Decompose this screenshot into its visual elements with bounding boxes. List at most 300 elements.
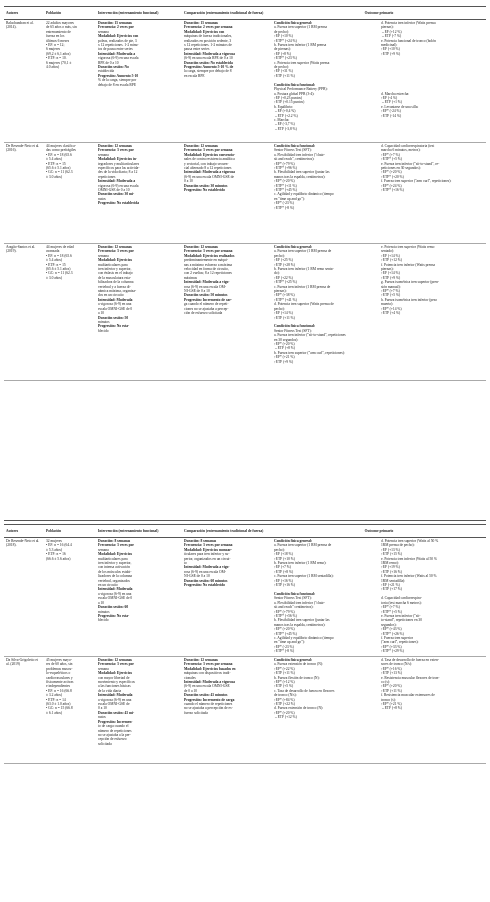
cell-line: sit and reach", centímetros): <box>274 157 315 162</box>
cell-line: Intensidad: Moderada a vigorosa <box>184 170 235 175</box>
cell-line: ↑ETF* (-8 %) <box>274 649 295 654</box>
cell-autores: Da Silva-Grigoletto et al. (2019) <box>6 658 38 667</box>
cell-line: problemas muscu- <box>46 666 73 671</box>
cell-line: b. Equilibrio: <box>274 104 294 109</box>
cell-line: námica máxima, organiza- <box>98 289 137 294</box>
cell-line: ↑EF (+16 %) <box>274 578 293 583</box>
cell-line: 32 mujeres <box>46 539 62 543</box>
cell-line: Duración: 15 semanas <box>184 21 218 25</box>
cell-line: ± 3.0 años) <box>46 174 63 179</box>
cell-line: d. Potencia tren superior (Watts al 50 % <box>381 539 439 543</box>
cell-line: ↑EF* (+7 %) <box>381 289 400 294</box>
cell-intervencion <box>96 657 182 763</box>
cell-line: ↑ETF (+9 %) <box>274 359 294 364</box>
cell-line: Progresión: No establecido <box>184 188 225 193</box>
cell-comparacion <box>182 538 272 656</box>
cell-line: Duración: 12 semanas <box>98 144 132 148</box>
cell-autores: Balachandran et al. (2014). <box>6 21 34 30</box>
cell-line: pecho): <box>274 547 285 552</box>
header-poblacion: Población <box>46 528 62 533</box>
cell-line: ciones no se ajustaba a percep- <box>184 306 229 311</box>
cell-line: de la vida diaria <box>98 688 122 693</box>
cell-line: ↑ETF* (+23 %) <box>274 56 297 61</box>
cell-comparacion <box>182 657 272 763</box>
cell-line: muerto): <box>381 302 394 307</box>
cell-line: • ETF: n = 15 <box>46 262 66 267</box>
cell-line: a. Fuerza tren superior (1 RM prensa de <box>274 543 332 548</box>
cell-line: b. Fuerza tren inferior (1 RM remo senta- <box>274 267 334 272</box>
cell-line: Frecuencia: 3 veces por <box>98 249 134 254</box>
cell-line: tren inferior y superior, <box>98 267 132 272</box>
cell-line: ↑ETF* (+5 %) <box>381 157 402 162</box>
cell-line: OMNI-GSE de 0 a 10 <box>98 188 130 193</box>
cell-line: ↑EF* (+84 %) <box>274 697 295 702</box>
cell-intervencion <box>96 20 182 142</box>
table-divider <box>4 520 486 521</box>
cell-line: ↑ETF (+28 %) <box>274 262 295 267</box>
cell-line: ± 6.1 años) <box>46 710 63 715</box>
cell-line: blecido <box>98 618 109 623</box>
cell-line: ↑EF (+14 %) <box>381 271 400 276</box>
cell-line: b. Fuerza tren inferior (1 RM prensa <box>274 43 327 48</box>
cell-line: c. Fuerza tren inferior (1 RM prensa de <box>274 284 331 289</box>
cell-line: últimos 6 meses <box>46 38 70 43</box>
cell-line: a. Flexibilidad tren inferior ("chair- <box>274 600 325 605</box>
cell-line: Frecuencia: 3 veces por semana <box>184 148 233 153</box>
cell-line: 22 adultos mayores <box>46 21 74 25</box>
cell-line: 0 a 10 <box>184 179 193 184</box>
cell-line: ↑EF (-4 %) <box>381 95 398 100</box>
cell-line: • EF: n = 16 (64.4 <box>46 543 72 548</box>
table-row <box>4 20 486 143</box>
cell-outcome-1 <box>272 20 379 142</box>
header-autores: Autores <box>6 10 19 15</box>
cell-line: lizadores de la columna <box>98 574 133 579</box>
cell-line: do): <box>274 271 280 276</box>
cell-line: peticiones en 30 segundos): <box>381 166 421 171</box>
cell-line: ↑EF* (+33 %) <box>381 644 402 649</box>
cell-line: ↑EF* (+7 %) <box>381 605 400 610</box>
cell-line: • GC: n = 11 (62.3 <box>46 271 73 276</box>
cell-line: ↑ETF* (+41 %) <box>274 297 297 302</box>
cell-autores: Aragão-Santos et al. (2019). <box>6 245 36 254</box>
cell-line: (6-9) en una escala RPE de 0 a 10 <box>184 56 233 61</box>
cell-line: NI-GSE de 0 a 10 <box>184 574 210 579</box>
cell-line: b. Flexibilidad tren superior (juntar las <box>274 170 330 175</box>
cell-line: to <box>184 561 187 566</box>
cell-line: Condición física general: <box>274 21 313 25</box>
cell-line: nutos <box>98 196 106 201</box>
cell-line: ción de esfuerzo solicitada <box>184 311 223 316</box>
cell-line: Modalidad: Ejercicios convencio- <box>184 152 236 157</box>
cell-line: Frecuencia: 3 veces por semana <box>184 249 233 254</box>
cell-line: Modalidad: Ejercicios <box>98 258 132 263</box>
header-outcome: Outcome primario <box>364 528 394 533</box>
cell-line: • EF: n = 16 (66.8 <box>46 688 72 693</box>
cell-line: a vigorosa (6-9) en una <box>98 591 132 596</box>
cell-line: Modalidad: Ejercicios realizados <box>184 253 235 258</box>
cell-line: manos tras la espalda, centímetros): <box>274 174 326 179</box>
header-intervencion: Intervención (entrenamiento funcional) <box>98 10 159 15</box>
cell-line: no se ajustaba a percepción de es- <box>184 706 233 711</box>
cell-line: ↑ETF (+22 %) <box>274 702 295 707</box>
cell-line: Modalidad: Ejercicios in- <box>98 157 138 162</box>
cell-line: b. Fuerza flexión de tronco (N): <box>274 675 320 680</box>
cell-line: 1RM sentadilla): <box>381 578 406 583</box>
cell-line: a 10 <box>98 311 105 316</box>
cell-line: ↑ETF (+11 %) <box>274 73 295 78</box>
cell-line: ↑EF* (+14 %) <box>381 306 402 311</box>
cell-outcome-2 <box>379 244 486 380</box>
cell-line: ↑ETF (+13 %) <box>381 671 402 676</box>
cell-line: e. Fuerza tren inferior ("sit-to-stand", re- <box>381 161 440 166</box>
cell-line: bilizadora de la columna <box>98 280 134 285</box>
cell-line: ↑EF (+19 %) <box>381 565 400 570</box>
cell-line: 0 a 10 <box>98 706 107 711</box>
cell-line: ↔EF (+0,4 %) <box>274 109 296 114</box>
cell-line: x 12 repeticiones. 1-2 minutos de <box>184 43 232 48</box>
cell-line: manos tras la espalda, centímetros): <box>274 622 326 627</box>
cell-line: nas a máximo esfuerzo a máxima <box>184 262 232 267</box>
cell-line: ↑EF (+14 %) <box>381 253 400 258</box>
cell-line: a vigorosa (6-9) en una <box>98 697 132 702</box>
cell-line: de pecho): <box>274 65 290 70</box>
cell-line: Condición física funcional: <box>274 82 316 87</box>
cell-line: Frecuencia: 3 veces por semana <box>184 662 233 667</box>
cell-line: repeticiones <box>98 174 116 179</box>
cell-line: ↑EF (+10 %) <box>381 47 400 52</box>
cell-line: e. Fuerza tren inferior ("sit- <box>381 613 421 618</box>
cell-line: ↑EF* (+21 %) <box>274 355 295 360</box>
cell-line: • EF: n = 12; <box>46 43 65 48</box>
header-autores: Autores <box>6 528 19 533</box>
cell-poblacion <box>44 20 96 142</box>
cell-line: avanzada <box>46 249 60 254</box>
cell-line: ↑EF* (+20 %) <box>274 179 295 184</box>
cell-line: vertebral y a fuerza di- <box>98 284 131 289</box>
cell-line: ↑EF* (+79 %) <box>274 161 295 166</box>
cell-line: ↑EF (+22 %) <box>274 275 293 280</box>
cell-line: ↔ETF (-3,8 %) <box>274 126 297 131</box>
cell-line: 6 mujeres (70,1 ± <box>46 60 72 65</box>
cell-line: a. Fuerza tren superior (1 RM prensa de <box>274 249 332 254</box>
cell-line: ga cuando el número de repeti- <box>184 302 229 307</box>
cell-line: h. Fuerza isométrica tren inferior (peso <box>381 297 438 302</box>
cell-line: ↔ETF (+8 %) <box>381 706 402 711</box>
cell-line: e. Resistencia muscular flexores de tron- <box>381 675 440 680</box>
table-header <box>4 524 486 538</box>
cell-line: Condición física general: <box>274 245 313 249</box>
cell-line: • ETF: n = 10. <box>46 56 67 61</box>
cell-line: ticulares para tren inferior y su- <box>184 552 230 557</box>
cell-line: ± 3.0 años) <box>46 275 63 280</box>
cell-line: Duración sesión: 30 minutos <box>184 183 228 188</box>
cell-line: ↑EF (+18 %) <box>274 552 293 557</box>
cell-line: de tronco (N/s): <box>274 693 297 698</box>
cell-line: c. Marcha: <box>274 117 290 122</box>
cell-line: d. Potencia tren inferior (Watts prensa <box>381 21 436 25</box>
cell-line: ↑EF (+14 %) <box>274 311 293 316</box>
cell-line: Frecuencia: 3 veces por semana <box>184 543 233 548</box>
cell-line: Frecuencia: 3 veces por <box>98 148 134 153</box>
cell-line: a vigorosa (6-9) en una <box>98 302 132 307</box>
cell-line: ↑ETF (+9 %) <box>381 275 401 280</box>
cell-line: en "time up and go"): <box>274 196 305 201</box>
cell-line: solicitada <box>98 741 112 746</box>
cell-line: Duración sesión: 45 mi- <box>98 710 135 715</box>
cell-line: Condición física general: <box>274 658 313 662</box>
cell-line: a. Fuerza tren superior (1 RM prensa <box>274 25 327 30</box>
cell-line: • ETF: n = 14 <box>46 697 66 702</box>
cell-line: Progresión: No esta- <box>98 613 130 618</box>
cell-line: escala OMNI-GSE de 0 <box>98 596 133 601</box>
cell-line: Intensidad: Moderada a vigorosa <box>184 680 235 685</box>
cell-line: f. Potencia tren inferior (Watts prensa <box>381 262 435 267</box>
cell-line: ↑ETF (+5 %) <box>274 684 294 689</box>
cell-line: (63.0 ± 1.0 años) <box>46 702 71 707</box>
cell-line: cionales <box>184 675 196 680</box>
cell-comparacion <box>182 20 272 142</box>
cell-line: semana <box>98 29 109 34</box>
cell-line: ↑EF (+8 %) <box>274 51 291 56</box>
cell-line: Frecuencia: 2 veces por semana <box>184 25 233 30</box>
cell-outcome-1 <box>272 538 379 656</box>
cell-line: Frecuencia: 3 veces por <box>98 543 134 548</box>
cell-line: no se ajustaba a la per- <box>98 732 131 737</box>
cell-intervencion <box>96 538 182 656</box>
cell-line: 6 mujeres <box>46 47 61 52</box>
cell-line: ↑ETF (+4 %) <box>381 311 401 316</box>
cell-line: debajo de 8 en escala RPE <box>98 82 137 87</box>
cell-line: Condición física funcional: <box>274 591 316 596</box>
cell-line: de los músculos estabi- <box>98 569 132 574</box>
cell-line: en un circuito <box>98 583 118 588</box>
cell-line: ↑EF* (-24 %) <box>381 109 401 114</box>
results-table-top <box>4 6 486 381</box>
cell-line: • ETF: n = 15 <box>46 161 66 166</box>
cell-line: Duración: 8 semanas <box>98 539 131 543</box>
cell-line: ↔ETF (+12 %) <box>274 715 297 720</box>
cell-line: d. Fuerza extensión de tronco (N): <box>274 706 324 711</box>
cell-line: g. Fuerza isométrica tren superior (pren- <box>381 280 440 285</box>
cell-line: a las funciones básicas <box>98 684 131 689</box>
cell-line: ↑EF* (+21 %) <box>381 702 402 707</box>
cell-line: ↑EF* (-23 %) <box>274 201 294 206</box>
cell-line: d. Capacidad cardiorrespira- <box>381 596 422 601</box>
cell-line: ± 5.3 años) <box>46 547 63 552</box>
cell-line: pecho): <box>274 253 285 258</box>
cell-line: ↑ETF (+17 %) <box>381 587 402 592</box>
cell-line: Intensidad: Moderada a <box>98 51 136 56</box>
cell-line: Intensidad: Moderada a vigo- <box>184 280 230 285</box>
cell-line: Senior Fitness Test (SFT): <box>274 328 312 333</box>
cell-line: piernas): <box>381 267 394 272</box>
cell-line: ↑ETF (+0.15 puntos) <box>274 100 305 105</box>
cell-poblacion <box>44 244 96 380</box>
cell-line: ↑EF (+10 %) <box>274 34 293 39</box>
cell-line: ↔ETF (+2.2 %) <box>274 113 298 118</box>
cell-line: predominantemente en máqui- <box>184 258 228 263</box>
cell-line: y sectorial, con trabajo secuen- <box>184 161 229 166</box>
cell-line: Duración: 12 semanas <box>184 245 218 249</box>
cell-line: cardiovasculares y <box>46 675 73 680</box>
cell-line: sión manual): <box>381 284 401 289</box>
cell-line: semana <box>98 152 109 157</box>
cell-line: e. Levantarse de una silla: <box>381 104 419 109</box>
cell-line: 1RM prensa de pecho): <box>381 543 415 548</box>
cell-line: (6-9) en una escala OMNI-GSE <box>184 684 230 689</box>
cell-line: de 65 años o más, sin <box>46 25 77 30</box>
cell-line: a. Fuerza tren inferior ("sit-to-stand", repeticiones <box>274 333 346 338</box>
cell-line: lo-esqueléticos o <box>46 671 71 676</box>
cell-line: Frecuencia: 3 veces por <box>98 662 134 667</box>
cell-line: la carga, siempre por debajo de 8 <box>184 69 232 74</box>
cell-line: • EF: n = 18 (65.6 <box>46 253 72 258</box>
cell-line: entrenamiento de <box>46 29 71 34</box>
cell-outcome-2 <box>379 143 486 243</box>
cell-line: ↑ETF (+16 %) <box>274 583 295 588</box>
cell-line: d. Capacidad cardiorrespiratoria (test <box>381 144 435 148</box>
cell-line: ↑ETF (+5 %) <box>381 293 401 298</box>
cell-line: f. Fuerza tren superior ("arm curl", repeticiones): <box>381 179 452 184</box>
cell-line: Duración: 12 semanas <box>98 245 132 249</box>
cell-line: 44 mujeres de edad <box>46 245 74 249</box>
cell-line: Duración sesión: No <box>98 65 129 70</box>
cell-line: sentado): <box>381 249 395 254</box>
cell-outcome-1 <box>272 143 379 243</box>
cell-line: to de carga cuando el <box>98 724 129 729</box>
cell-line: 44 mujeres clasifica- <box>46 144 76 148</box>
cell-line: f. Fuerza tren superior <box>381 635 413 640</box>
cell-line: d. Tasa de desarrollo de fuerza en exten- <box>381 658 439 662</box>
cell-line: ↑EF* (+16 %) <box>381 666 402 671</box>
cell-line: e. Potencia funcional de tronco (bolón <box>381 38 436 43</box>
cell-line: multiarticulares para <box>98 556 128 561</box>
header-outcome: Outcome primario <box>364 10 394 15</box>
cell-line: poleas, realizados de pie, 3 <box>98 38 137 43</box>
cell-line: número de repeticiones <box>98 728 132 733</box>
cell-line: Duración sesión: 50 minutos <box>184 293 228 298</box>
cell-line: máquinas de fuerza tradicionales, <box>184 34 233 39</box>
cell-line: semana <box>98 547 109 552</box>
cell-line: Intensidad: Moderada a vigo- <box>184 565 230 570</box>
cell-line: ↑ETF (+15 %) <box>381 552 402 557</box>
cell-line: multiarticulares para <box>98 262 128 267</box>
cell-line: ↑EF* (+20 %) <box>274 341 295 346</box>
cell-line: nales de contra resistencia analítica <box>184 157 235 162</box>
cell-line: ↑ETF* (+29 %) <box>381 649 404 654</box>
cell-line: Duración: 15 semanas <box>98 21 132 25</box>
cell-line: Duración: 12 semanas <box>184 144 218 148</box>
cell-line: ↑EF* (+22 %) <box>274 666 295 671</box>
cell-line: ↑ETF (+9 %) <box>381 51 401 56</box>
cell-line: Condición física funcional: <box>274 144 316 148</box>
cell-line: Intensidad: Moderada <box>98 297 133 302</box>
cell-line: perior, organizados en un circui- <box>184 556 231 561</box>
cell-line: 45 mujeres mayo- <box>46 658 72 662</box>
cell-line: ↑ETF (-14 %) <box>381 113 402 118</box>
cell-line: ↑EF* (+12 %) <box>274 680 295 685</box>
cell-line: ↑ETF* (-8 %) <box>274 205 295 210</box>
cell-line: fuerza en los <box>46 34 65 39</box>
cell-line: vigorosa (6-9) en una escala <box>98 56 139 61</box>
cell-line: f. Potencia tren inferior (Watts al 50 % <box>381 574 437 579</box>
cell-line: de la musculatura esta- <box>98 275 132 280</box>
cell-outcome-1 <box>272 244 379 380</box>
cell-line: ↔EF (+12 %) <box>381 29 402 34</box>
cell-line: ↑ETF* (+5 %) <box>381 609 402 614</box>
table-row <box>4 244 486 381</box>
cell-line: Progresión: Incremen- <box>98 719 133 724</box>
cell-line: ↑ETF (+11 %) <box>381 688 402 693</box>
cell-line: marcha 6 minutos, metros): <box>381 148 421 153</box>
cell-line: e. Potencia tren superior (Watts remo <box>381 245 435 249</box>
cell-line: NI-GSE de 0 a 10 <box>184 289 210 294</box>
cell-line: escala OMNI-GSE de 0 <box>98 306 133 311</box>
cell-outcome-1 <box>272 657 379 763</box>
cell-line: Duración sesión: 45 minutos <box>184 693 228 698</box>
cell-line: sores de tronco (N/s): <box>381 662 413 667</box>
cell-line: Modalidad: Ejercicios monoar- <box>184 547 232 552</box>
cell-line: ↑ETF* (+24 %) <box>274 38 297 43</box>
cell-line: Modalidad: Ejercicios con <box>184 29 225 34</box>
cell-line: b. Fuerza tren inferior (1 RM remo): <box>274 561 327 566</box>
cell-line: ↑EF* (+43 %) <box>381 627 402 632</box>
cell-line: ↑ETF (+11 %) <box>274 315 295 320</box>
cell-line: 1RM remo): <box>381 561 399 566</box>
header-intervencion: Intervención (entrenamiento funcional) <box>98 528 159 533</box>
cell-line: b. Fuerza tren superior ("arm curl", repeticiones): <box>274 350 345 355</box>
cell-line: escala OMNI-GSE de <box>98 702 130 707</box>
cell-line: ↔ETF (-7 %) <box>381 34 402 39</box>
cell-line: con intensa activación <box>98 565 130 570</box>
cell-line: das como prefrágiles <box>46 148 76 153</box>
cell-line: a. Fuerza extensión de tronco (N): <box>274 662 324 667</box>
cell-line: cepción de esfuerzo <box>98 737 127 742</box>
table-row <box>4 143 486 244</box>
cell-line: específicos para las activida- <box>98 166 140 171</box>
cell-line: semana <box>98 666 109 671</box>
cell-line: tren inferior y superior, <box>98 561 132 566</box>
cell-line: ↑EF (+25 %) <box>274 258 293 263</box>
cell-line: ↑EF* (+20 %) <box>381 684 402 689</box>
cell-line: tronco (s): <box>381 697 396 702</box>
cell-line: rosa (6-9) en una escala OM- <box>184 569 227 574</box>
cell-line: f. Resistencia muscular extensores de <box>381 693 435 698</box>
cell-line: Intensidad: Moderada a <box>98 179 136 184</box>
cell-line: Senior Fitness Test (SFT): <box>274 148 312 153</box>
cell-line: minutos <box>98 609 110 614</box>
cell-line: ↑ETF (+10 %) <box>274 556 295 561</box>
cell-line: c. Tasa de desarrollo de fuerza en flexores <box>274 688 335 693</box>
cell-line: ↑EF* (+7 %) <box>381 152 400 157</box>
cell-line: Intensidad: Moderada <box>98 587 133 592</box>
cell-line: Progresión: No establecida <box>98 201 139 206</box>
cell-line: movimiento y específicos <box>98 680 135 685</box>
cell-line: Duración sesión: 60 <box>98 605 129 610</box>
cell-line: ↑ETF* (+25 %) <box>274 280 297 285</box>
cell-line: máquinas con dispositivos tradi- <box>184 671 231 676</box>
cell-line: ↑ETF* (+45 %) <box>274 188 297 193</box>
cell-line: e. Potencia tren inferior (Watts al 50 % <box>381 556 437 561</box>
cell-line: ↑ETF (+8 %) <box>274 569 294 574</box>
cell-line: ↑EF (+0,23 puntos) <box>274 95 303 100</box>
cell-outcome-2 <box>379 20 486 142</box>
cell-line: tos de pausa entre series <box>98 47 133 52</box>
cell-line: x 12 repeticiones. 1-2 minu- <box>98 43 139 48</box>
cell-line: ("arm curl", repeticiones): <box>381 640 419 645</box>
cell-line: ± 5.4 años) <box>46 157 63 162</box>
